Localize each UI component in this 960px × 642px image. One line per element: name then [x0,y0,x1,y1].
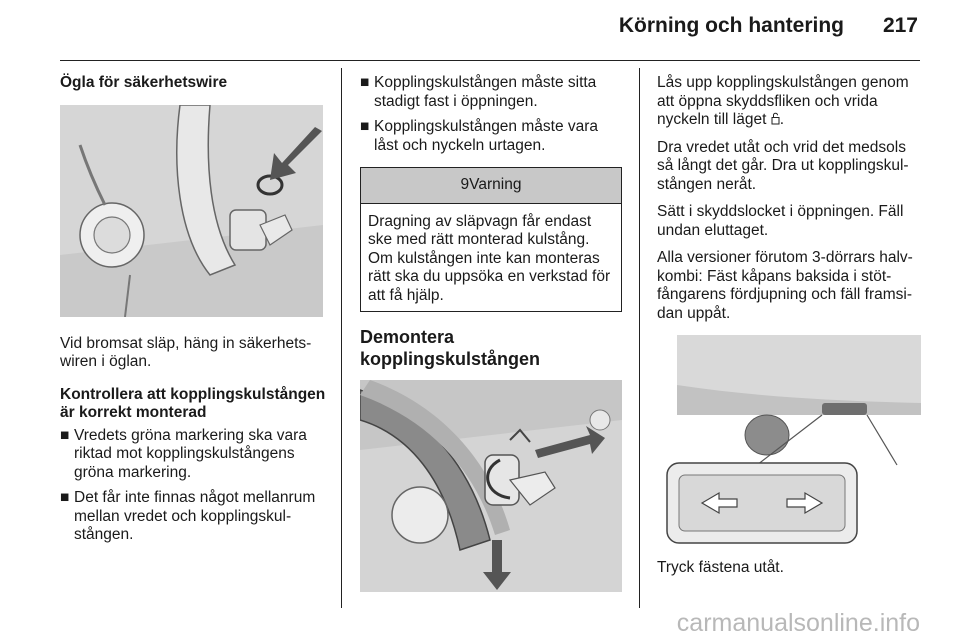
paragraph: Sätt i skyddslocket i öppningen. Fäll undan eluttaget. [657,203,904,239]
bullet-icon: ■ [360,118,370,135]
paragraph-end: . [779,111,785,128]
warning-header [361,168,621,204]
section-heading-remove: Demontera kopplingskulstången [360,327,541,369]
bullet-item [60,489,326,545]
figure-safety-wire-eyelet [60,105,323,317]
column-3 [657,74,922,587]
paragraph: Vid bromsat släp, häng in säkerhets-wiren i öglan. [60,334,312,370]
section-heading: Ögla för säkerhetswire [60,74,228,91]
figure-bumper-cover [657,335,921,547]
figure-remove-towbar [360,380,622,592]
bullet-icon: ■ [60,426,70,444]
bumper-cover-illustration [657,335,921,547]
figure-caption: Tryck fästena utåt. [657,559,784,576]
header-rule [60,60,920,61]
bullet-item [360,118,622,155]
bullet-text: Kopplingskulstången måste vara låst och nyckeln urtagen. [374,118,599,154]
safety-wire-illustration [60,105,323,317]
warning-box [360,167,622,312]
column-2 [360,74,622,592]
bullet-text: Kopplingskulstången måste sitta stadigt fast i öppningen. [374,74,597,110]
unlock-icon [771,112,780,125]
paragraph-text: Lås upp kopplingskulstången genom att öppna skyddsfliken och vrida nyckeln till läget [657,74,909,128]
header-title: Körning och hantering [618,14,844,37]
bullet-text: Vredets gröna markering ska vara riktad mot kopplingskulstångens gröna markering. [74,426,307,481]
warning-text: Dragning av släpvagn får endast ske med rätt monterad kulstång. Om kulstången inte kan monteras rätt ska du uppsöka en verkstad för att få hjälp. [368,212,611,304]
bullet-item [60,427,326,483]
paragraph: Alla versioner förutom 3-dörrars halv-kombi: Fäst kåpans baksida i stöt-fångarens fördjupning och fäll framsi-dan uppåt. [657,249,913,322]
page-number: 217 [882,14,918,37]
warning-title: Varning [469,176,522,193]
paragraph: Dra vredet utåt och vrid det medsols så långt det går. Dra ut kopplingskul-stången neråt. [657,138,909,193]
column-1 [60,74,326,552]
bullet-item [360,74,622,111]
watermark: carmanualsonline.info [676,609,920,637]
bullet-icon: ■ [60,489,70,506]
paragraph-unlock [657,74,922,130]
column-separator [639,68,640,608]
remove-towbar-illustration [360,380,622,592]
bullet-icon: ■ [360,74,370,91]
bullet-text: Det får inte finnas något mellanrum mellan vredet och kopplingskul-stången. [74,489,316,543]
column-separator [341,68,342,608]
subheading-check-mounting: Kontrollera att kopplingskulstången är korrekt monterad [60,385,326,421]
warning-icon: 9 [460,176,470,193]
